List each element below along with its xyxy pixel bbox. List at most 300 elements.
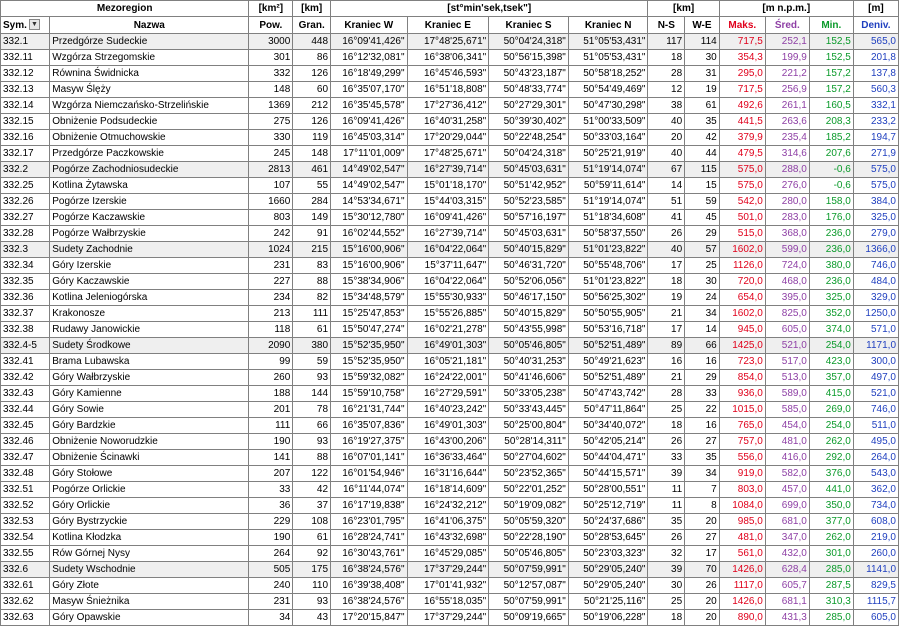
column-header-sym[interactable]: Sym. ▼ bbox=[1, 17, 50, 34]
cell-deniv[interactable]: 1250,0 bbox=[853, 306, 898, 322]
cell-we[interactable]: 33 bbox=[685, 386, 720, 402]
table-row-group[interactable] bbox=[1, 242, 899, 258]
cell-sym[interactable]: 332.48 bbox=[1, 466, 50, 482]
cell-kraniec-s[interactable]: 50°46'17,150" bbox=[489, 290, 569, 306]
cell-sym[interactable]: 332.28 bbox=[1, 226, 50, 242]
cell-deniv[interactable]: 734,0 bbox=[853, 498, 898, 514]
cell-ns[interactable]: 39 bbox=[648, 562, 685, 578]
table-row-group[interactable] bbox=[1, 338, 899, 354]
cell-maks[interactable]: 717,5 bbox=[719, 82, 765, 98]
cell-kraniec-s[interactable]: 50°07'59,991" bbox=[489, 562, 569, 578]
cell-sred[interactable]: 314,6 bbox=[765, 146, 809, 162]
cell-kraniec-e[interactable]: 15°55'30,933" bbox=[407, 290, 489, 306]
cell-we[interactable]: 29 bbox=[685, 370, 720, 386]
cell-min[interactable]: 152,5 bbox=[809, 34, 853, 50]
cell-gran[interactable]: 82 bbox=[293, 290, 331, 306]
cell-we[interactable]: 20 bbox=[685, 594, 720, 610]
cell-deniv[interactable]: 271,9 bbox=[853, 146, 898, 162]
cell-sym[interactable]: 332.17 bbox=[1, 146, 50, 162]
cell-ns[interactable]: 39 bbox=[648, 466, 685, 482]
cell-maks[interactable]: 803,0 bbox=[719, 482, 765, 498]
cell-sym[interactable]: 332.38 bbox=[1, 322, 50, 338]
cell-kraniec-n[interactable]: 50°58'37,550" bbox=[568, 226, 648, 242]
cell-kraniec-w[interactable]: 16°18'49,299" bbox=[331, 66, 407, 82]
cell-gran[interactable]: 59 bbox=[293, 354, 331, 370]
cell-kraniec-s[interactable]: 50°45'03,631" bbox=[489, 226, 569, 242]
cell-kraniec-s[interactable]: 50°40'31,253" bbox=[489, 354, 569, 370]
cell-name[interactable]: Masyw Ślęży bbox=[50, 82, 249, 98]
cell-gran[interactable]: 93 bbox=[293, 434, 331, 450]
cell-sym[interactable]: 332.55 bbox=[1, 546, 50, 562]
cell-sred[interactable]: 256,9 bbox=[765, 82, 809, 98]
cell-min[interactable]: 285,0 bbox=[809, 610, 853, 626]
cell-deniv[interactable]: 260,0 bbox=[853, 546, 898, 562]
cell-kraniec-n[interactable]: 50°47'11,864" bbox=[568, 402, 648, 418]
cell-deniv[interactable]: 484,0 bbox=[853, 274, 898, 290]
cell-kraniec-n[interactable]: 50°42'05,214" bbox=[568, 434, 648, 450]
cell-gran[interactable]: 93 bbox=[293, 594, 331, 610]
cell-kraniec-e[interactable]: 17°37'29,244" bbox=[407, 562, 489, 578]
cell-name[interactable]: Kotlina Kłodzka bbox=[50, 530, 249, 546]
cell-ns[interactable]: 117 bbox=[648, 34, 685, 50]
column-header-deniv[interactable]: Deniv. bbox=[853, 17, 898, 34]
cell-pow[interactable]: 240 bbox=[249, 578, 293, 594]
cell-kraniec-w[interactable]: 16°19'27,375" bbox=[331, 434, 407, 450]
cell-pow[interactable]: 2090 bbox=[249, 338, 293, 354]
cell-maks[interactable]: 1602,0 bbox=[719, 306, 765, 322]
cell-maks[interactable]: 757,0 bbox=[719, 434, 765, 450]
cell-sym[interactable]: 332.15 bbox=[1, 114, 50, 130]
cell-pow[interactable]: 264 bbox=[249, 546, 293, 562]
cell-sred[interactable]: 481,0 bbox=[765, 434, 809, 450]
cell-kraniec-e[interactable]: 17°01'41,932" bbox=[407, 578, 489, 594]
cell-deniv[interactable]: 560,3 bbox=[853, 82, 898, 98]
cell-we[interactable]: 45 bbox=[685, 210, 720, 226]
cell-ns[interactable]: 40 bbox=[648, 242, 685, 258]
cell-kraniec-w[interactable]: 15°52'35,950" bbox=[331, 338, 407, 354]
cell-name[interactable]: Pogórze Zachodniosudeckie bbox=[50, 162, 249, 178]
cell-ns[interactable]: 38 bbox=[648, 98, 685, 114]
cell-sym[interactable]: 332.13 bbox=[1, 82, 50, 98]
cell-pow[interactable]: 260 bbox=[249, 370, 293, 386]
cell-kraniec-w[interactable]: 16°38'24,576" bbox=[331, 562, 407, 578]
table-row[interactable] bbox=[1, 178, 899, 194]
cell-kraniec-w[interactable]: 16°07'01,141" bbox=[331, 450, 407, 466]
cell-gran[interactable]: 144 bbox=[293, 386, 331, 402]
cell-deniv[interactable]: 332,1 bbox=[853, 98, 898, 114]
cell-name[interactable]: Góry Bystrzyckie bbox=[50, 514, 249, 530]
cell-sred[interactable]: 431,3 bbox=[765, 610, 809, 626]
cell-name[interactable]: Równina Świdnicka bbox=[50, 66, 249, 82]
cell-we[interactable]: 26 bbox=[685, 578, 720, 594]
column-header-sred[interactable]: Śred. bbox=[765, 17, 809, 34]
table-row[interactable] bbox=[1, 578, 899, 594]
cell-deniv[interactable]: 329,0 bbox=[853, 290, 898, 306]
cell-name[interactable]: Brama Lubawska bbox=[50, 354, 249, 370]
cell-kraniec-w[interactable]: 14°53'34,671" bbox=[331, 194, 407, 210]
cell-kraniec-e[interactable]: 17°20'29,044" bbox=[407, 130, 489, 146]
cell-ns[interactable]: 26 bbox=[648, 530, 685, 546]
cell-we[interactable]: 27 bbox=[685, 530, 720, 546]
cell-kraniec-w[interactable]: 15°16'00,906" bbox=[331, 242, 407, 258]
cell-gran[interactable]: 148 bbox=[293, 146, 331, 162]
cell-name[interactable]: Góry Kamienne bbox=[50, 386, 249, 402]
cell-kraniec-n[interactable]: 50°55'48,706" bbox=[568, 258, 648, 274]
cell-we[interactable]: 29 bbox=[685, 226, 720, 242]
cell-sred[interactable]: 252,1 bbox=[765, 34, 809, 50]
cell-sred[interactable]: 283,0 bbox=[765, 210, 809, 226]
cell-min[interactable]: 325,0 bbox=[809, 290, 853, 306]
table-row[interactable] bbox=[1, 466, 899, 482]
cell-maks[interactable]: 561,0 bbox=[719, 546, 765, 562]
cell-kraniec-e[interactable]: 16°04'22,064" bbox=[407, 242, 489, 258]
cell-sred[interactable]: 235,4 bbox=[765, 130, 809, 146]
cell-maks[interactable]: 1084,0 bbox=[719, 498, 765, 514]
cell-name[interactable]: Kotlina Żytawska bbox=[50, 178, 249, 194]
column-header-nazwa[interactable]: Nazwa bbox=[50, 17, 249, 34]
cell-kraniec-s[interactable]: 50°41'46,606" bbox=[489, 370, 569, 386]
cell-sred[interactable]: 416,0 bbox=[765, 450, 809, 466]
cell-deniv[interactable]: 543,0 bbox=[853, 466, 898, 482]
cell-name[interactable]: Góry Izerskie bbox=[50, 258, 249, 274]
cell-pow[interactable]: 107 bbox=[249, 178, 293, 194]
cell-ns[interactable]: 28 bbox=[648, 386, 685, 402]
cell-kraniec-n[interactable]: 51°19'14,074" bbox=[568, 162, 648, 178]
cell-kraniec-w[interactable]: 16°35'07,170" bbox=[331, 82, 407, 98]
cell-name[interactable]: Pogórze Orlickie bbox=[50, 482, 249, 498]
cell-gran[interactable]: 60 bbox=[293, 82, 331, 98]
cell-maks[interactable]: 936,0 bbox=[719, 386, 765, 402]
cell-kraniec-e[interactable]: 16°51'18,808" bbox=[407, 82, 489, 98]
cell-gran[interactable]: 92 bbox=[293, 546, 331, 562]
cell-we[interactable]: 14 bbox=[685, 322, 720, 338]
table-row[interactable] bbox=[1, 546, 899, 562]
cell-sym[interactable]: 332.1 bbox=[1, 34, 50, 50]
table-row[interactable] bbox=[1, 226, 899, 242]
cell-sred[interactable]: 599,0 bbox=[765, 242, 809, 258]
table-row[interactable] bbox=[1, 258, 899, 274]
cell-kraniec-s[interactable]: 50°22'01,252" bbox=[489, 482, 569, 498]
cell-sred[interactable]: 585,0 bbox=[765, 402, 809, 418]
cell-ns[interactable]: 89 bbox=[648, 338, 685, 354]
cell-sred[interactable]: 288,0 bbox=[765, 162, 809, 178]
cell-ns[interactable]: 14 bbox=[648, 178, 685, 194]
cell-pow[interactable]: 33 bbox=[249, 482, 293, 498]
cell-pow[interactable]: 1660 bbox=[249, 194, 293, 210]
table-row[interactable] bbox=[1, 370, 899, 386]
cell-pow[interactable]: 242 bbox=[249, 226, 293, 242]
cell-kraniec-e[interactable]: 16°43'00,206" bbox=[407, 434, 489, 450]
cell-we[interactable]: 44 bbox=[685, 146, 720, 162]
cell-kraniec-e[interactable]: 16°24'22,001" bbox=[407, 370, 489, 386]
cell-kraniec-e[interactable]: 16°45'46,593" bbox=[407, 66, 489, 82]
column-header-min[interactable]: Min. bbox=[809, 17, 853, 34]
column-header-kraniec-e[interactable]: Kraniec E bbox=[407, 17, 489, 34]
cell-kraniec-s[interactable]: 50°56'15,398" bbox=[489, 50, 569, 66]
cell-kraniec-e[interactable]: 16°18'14,609" bbox=[407, 482, 489, 498]
cell-gran[interactable]: 83 bbox=[293, 258, 331, 274]
cell-kraniec-n[interactable]: 50°33'03,164" bbox=[568, 130, 648, 146]
table-row[interactable] bbox=[1, 450, 899, 466]
cell-kraniec-e[interactable]: 16°31'16,644" bbox=[407, 466, 489, 482]
cell-min[interactable]: 377,0 bbox=[809, 514, 853, 530]
cell-name[interactable]: Przedgórze Sudeckie bbox=[50, 34, 249, 50]
cell-name[interactable]: Wzgórza Strzegomskie bbox=[50, 50, 249, 66]
cell-name[interactable]: Rów Górnej Nysy bbox=[50, 546, 249, 562]
cell-we[interactable]: 31 bbox=[685, 66, 720, 82]
cell-deniv[interactable]: 279,0 bbox=[853, 226, 898, 242]
cell-we[interactable]: 35 bbox=[685, 114, 720, 130]
cell-sred[interactable]: 395,0 bbox=[765, 290, 809, 306]
cell-name[interactable]: Obniżenie Ścinawki bbox=[50, 450, 249, 466]
cell-pow[interactable]: 231 bbox=[249, 258, 293, 274]
cell-sym[interactable]: 332.54 bbox=[1, 530, 50, 546]
cell-kraniec-n[interactable]: 50°25'12,719" bbox=[568, 498, 648, 514]
cell-we[interactable]: 30 bbox=[685, 274, 720, 290]
cell-sym[interactable]: 332.3 bbox=[1, 242, 50, 258]
cell-gran[interactable]: 91 bbox=[293, 226, 331, 242]
cell-kraniec-e[interactable]: 16°27'29,591" bbox=[407, 386, 489, 402]
cell-deniv[interactable]: 565,0 bbox=[853, 34, 898, 50]
table-row[interactable] bbox=[1, 114, 899, 130]
cell-sym[interactable]: 332.63 bbox=[1, 610, 50, 626]
cell-pow[interactable]: 188 bbox=[249, 386, 293, 402]
cell-gran[interactable]: 61 bbox=[293, 530, 331, 546]
cell-kraniec-w[interactable]: 16°09'41,426" bbox=[331, 114, 407, 130]
cell-ns[interactable]: 19 bbox=[648, 290, 685, 306]
cell-sym[interactable]: 332.46 bbox=[1, 434, 50, 450]
cell-gran[interactable]: 284 bbox=[293, 194, 331, 210]
cell-gran[interactable]: 126 bbox=[293, 66, 331, 82]
cell-kraniec-e[interactable]: 17°37'29,244" bbox=[407, 610, 489, 626]
cell-min[interactable]: 208,3 bbox=[809, 114, 853, 130]
cell-kraniec-s[interactable]: 50°04'24,318" bbox=[489, 34, 569, 50]
cell-pow[interactable]: 141 bbox=[249, 450, 293, 466]
cell-maks[interactable]: 765,0 bbox=[719, 418, 765, 434]
cell-sym[interactable]: 332.4-5 bbox=[1, 338, 50, 354]
cell-maks[interactable]: 723,0 bbox=[719, 354, 765, 370]
cell-name[interactable]: Góry Stołowe bbox=[50, 466, 249, 482]
cell-sym[interactable]: 332.6 bbox=[1, 562, 50, 578]
cell-pow[interactable]: 229 bbox=[249, 514, 293, 530]
cell-sym[interactable]: 332.44 bbox=[1, 402, 50, 418]
cell-gran[interactable]: 108 bbox=[293, 514, 331, 530]
cell-we[interactable]: 27 bbox=[685, 434, 720, 450]
cell-kraniec-e[interactable]: 15°01'18,170" bbox=[407, 178, 489, 194]
cell-kraniec-n[interactable]: 50°34'40,072" bbox=[568, 418, 648, 434]
cell-gran[interactable]: 78 bbox=[293, 402, 331, 418]
cell-sred[interactable]: 517,0 bbox=[765, 354, 809, 370]
cell-sred[interactable]: 280,0 bbox=[765, 194, 809, 210]
cell-we[interactable]: 114 bbox=[685, 34, 720, 50]
cell-maks[interactable]: 1426,0 bbox=[719, 562, 765, 578]
cell-kraniec-w[interactable]: 14°49'02,547" bbox=[331, 162, 407, 178]
cell-kraniec-w[interactable]: 16°23'01,795" bbox=[331, 514, 407, 530]
cell-kraniec-w[interactable]: 16°38'24,576" bbox=[331, 594, 407, 610]
cell-ns[interactable]: 25 bbox=[648, 402, 685, 418]
cell-kraniec-n[interactable]: 50°47'30,298" bbox=[568, 98, 648, 114]
cell-sym[interactable]: 332.43 bbox=[1, 386, 50, 402]
table-row[interactable] bbox=[1, 514, 899, 530]
cell-we[interactable]: 30 bbox=[685, 50, 720, 66]
cell-kraniec-e[interactable]: 16°27'39,714" bbox=[407, 226, 489, 242]
cell-kraniec-s[interactable]: 50°22'28,190" bbox=[489, 530, 569, 546]
column-header-kraniec-n[interactable]: Kraniec N bbox=[568, 17, 648, 34]
cell-deniv[interactable]: 219,0 bbox=[853, 530, 898, 546]
table-row[interactable] bbox=[1, 274, 899, 290]
cell-we[interactable]: 17 bbox=[685, 546, 720, 562]
cell-pow[interactable]: 118 bbox=[249, 322, 293, 338]
cell-kraniec-n[interactable]: 50°28'53,645" bbox=[568, 530, 648, 546]
cell-gran[interactable]: 215 bbox=[293, 242, 331, 258]
cell-min[interactable]: 152,5 bbox=[809, 50, 853, 66]
cell-kraniec-s[interactable]: 50°51'42,952" bbox=[489, 178, 569, 194]
cell-gran[interactable]: 88 bbox=[293, 450, 331, 466]
cell-sred[interactable]: 589,0 bbox=[765, 386, 809, 402]
cell-min[interactable]: 185,2 bbox=[809, 130, 853, 146]
cell-kraniec-n[interactable]: 50°49'21,623" bbox=[568, 354, 648, 370]
cell-kraniec-n[interactable]: 51°01'23,822" bbox=[568, 242, 648, 258]
cell-kraniec-w[interactable]: 16°28'24,741" bbox=[331, 530, 407, 546]
cell-gran[interactable]: 37 bbox=[293, 498, 331, 514]
cell-name[interactable]: Pogórze Kaczawskie bbox=[50, 210, 249, 226]
cell-name[interactable]: Sudety Środkowe bbox=[50, 338, 249, 354]
cell-name[interactable]: Kotlina Jeleniogórska bbox=[50, 290, 249, 306]
cell-maks[interactable]: 854,0 bbox=[719, 370, 765, 386]
cell-kraniec-n[interactable]: 50°29'05,240" bbox=[568, 578, 648, 594]
cell-gran[interactable]: 380 bbox=[293, 338, 331, 354]
cell-kraniec-w[interactable]: 15°16'00,906" bbox=[331, 258, 407, 274]
cell-min[interactable]: 207,6 bbox=[809, 146, 853, 162]
cell-kraniec-n[interactable]: 50°59'11,614" bbox=[568, 178, 648, 194]
cell-kraniec-s[interactable]: 50°57'16,197" bbox=[489, 210, 569, 226]
cell-deniv[interactable]: 605,0 bbox=[853, 610, 898, 626]
cell-kraniec-n[interactable]: 50°54'49,469" bbox=[568, 82, 648, 98]
cell-kraniec-n[interactable]: 50°23'03,323" bbox=[568, 546, 648, 562]
cell-kraniec-n[interactable]: 50°53'16,718" bbox=[568, 322, 648, 338]
cell-deniv[interactable]: 746,0 bbox=[853, 402, 898, 418]
cell-we[interactable]: 66 bbox=[685, 338, 720, 354]
cell-ns[interactable]: 51 bbox=[648, 194, 685, 210]
cell-pow[interactable]: 1024 bbox=[249, 242, 293, 258]
cell-ns[interactable]: 17 bbox=[648, 322, 685, 338]
cell-min[interactable]: 236,0 bbox=[809, 274, 853, 290]
cell-min[interactable]: -0,6 bbox=[809, 162, 853, 178]
column-header-gran[interactable]: Gran. bbox=[293, 17, 331, 34]
cell-gran[interactable]: 175 bbox=[293, 562, 331, 578]
cell-we[interactable]: 16 bbox=[685, 354, 720, 370]
cell-kraniec-n[interactable]: 50°19'06,228" bbox=[568, 610, 648, 626]
cell-min[interactable]: 357,0 bbox=[809, 370, 853, 386]
cell-kraniec-s[interactable]: 50°05'59,320" bbox=[489, 514, 569, 530]
cell-sym[interactable]: 332.37 bbox=[1, 306, 50, 322]
cell-sym[interactable]: 332.51 bbox=[1, 482, 50, 498]
cell-ns[interactable]: 67 bbox=[648, 162, 685, 178]
cell-deniv[interactable]: 829,5 bbox=[853, 578, 898, 594]
cell-kraniec-w[interactable]: 15°25'47,853" bbox=[331, 306, 407, 322]
cell-kraniec-w[interactable]: 16°21'31,744" bbox=[331, 402, 407, 418]
cell-kraniec-s[interactable]: 50°25'00,804" bbox=[489, 418, 569, 434]
cell-deniv[interactable]: 571,0 bbox=[853, 322, 898, 338]
cell-ns[interactable]: 17 bbox=[648, 258, 685, 274]
cell-maks[interactable]: 501,0 bbox=[719, 210, 765, 226]
cell-sred[interactable]: 699,0 bbox=[765, 498, 809, 514]
cell-gran[interactable]: 61 bbox=[293, 322, 331, 338]
cell-kraniec-n[interactable]: 50°52'51,489" bbox=[568, 338, 648, 354]
cell-deniv[interactable]: 1171,0 bbox=[853, 338, 898, 354]
cell-pow[interactable]: 505 bbox=[249, 562, 293, 578]
cell-ns[interactable]: 35 bbox=[648, 514, 685, 530]
cell-we[interactable]: 61 bbox=[685, 98, 720, 114]
cell-min[interactable]: 423,0 bbox=[809, 354, 853, 370]
cell-sym[interactable]: 332.62 bbox=[1, 594, 50, 610]
cell-kraniec-n[interactable]: 50°25'21,919" bbox=[568, 146, 648, 162]
table-row[interactable] bbox=[1, 50, 899, 66]
cell-kraniec-e[interactable]: 16°04'22,064" bbox=[407, 274, 489, 290]
cell-kraniec-w[interactable]: 16°02'44,552" bbox=[331, 226, 407, 242]
cell-we[interactable]: 59 bbox=[685, 194, 720, 210]
table-row[interactable] bbox=[1, 306, 899, 322]
cell-we[interactable]: 8 bbox=[685, 498, 720, 514]
cell-name[interactable]: Sudety Wschodnie bbox=[50, 562, 249, 578]
cell-kraniec-w[interactable]: 15°34'48,579" bbox=[331, 290, 407, 306]
cell-min[interactable]: 236,0 bbox=[809, 226, 853, 242]
table-row[interactable] bbox=[1, 402, 899, 418]
cell-deniv[interactable]: 497,0 bbox=[853, 370, 898, 386]
cell-min[interactable]: -0,6 bbox=[809, 178, 853, 194]
cell-kraniec-w[interactable]: 15°52'35,950" bbox=[331, 354, 407, 370]
cell-maks[interactable]: 654,0 bbox=[719, 290, 765, 306]
cell-deniv[interactable]: 575,0 bbox=[853, 178, 898, 194]
cell-min[interactable]: 301,0 bbox=[809, 546, 853, 562]
cell-sym[interactable]: 332.42 bbox=[1, 370, 50, 386]
table-row[interactable] bbox=[1, 594, 899, 610]
cell-kraniec-e[interactable]: 17°27'36,412" bbox=[407, 98, 489, 114]
table-row[interactable] bbox=[1, 194, 899, 210]
cell-sym[interactable]: 332.36 bbox=[1, 290, 50, 306]
cell-we[interactable]: 57 bbox=[685, 242, 720, 258]
cell-min[interactable]: 269,0 bbox=[809, 402, 853, 418]
cell-sym[interactable]: 332.16 bbox=[1, 130, 50, 146]
cell-name[interactable]: Obniżenie Podsudeckie bbox=[50, 114, 249, 130]
cell-pow[interactable]: 36 bbox=[249, 498, 293, 514]
cell-ns[interactable]: 21 bbox=[648, 306, 685, 322]
cell-ns[interactable]: 18 bbox=[648, 50, 685, 66]
cell-deniv[interactable]: 384,0 bbox=[853, 194, 898, 210]
cell-kraniec-n[interactable]: 50°56'25,302" bbox=[568, 290, 648, 306]
cell-kraniec-s[interactable]: 50°39'30,402" bbox=[489, 114, 569, 130]
cell-kraniec-w[interactable]: 14°49'02,547" bbox=[331, 178, 407, 194]
cell-kraniec-w[interactable]: 15°38'34,906" bbox=[331, 274, 407, 290]
cell-kraniec-s[interactable]: 50°19'09,082" bbox=[489, 498, 569, 514]
cell-maks[interactable]: 481,0 bbox=[719, 530, 765, 546]
cell-pow[interactable]: 111 bbox=[249, 418, 293, 434]
cell-sym[interactable]: 332.45 bbox=[1, 418, 50, 434]
cell-kraniec-w[interactable]: 16°11'44,074" bbox=[331, 482, 407, 498]
cell-kraniec-e[interactable]: 16°27'39,714" bbox=[407, 162, 489, 178]
cell-deniv[interactable]: 746,0 bbox=[853, 258, 898, 274]
cell-gran[interactable]: 126 bbox=[293, 114, 331, 130]
cell-sred[interactable]: 468,0 bbox=[765, 274, 809, 290]
cell-ns[interactable]: 41 bbox=[648, 210, 685, 226]
cell-kraniec-e[interactable]: 16°45'29,085" bbox=[407, 546, 489, 562]
cell-name[interactable]: Góry Wałbrzyskie bbox=[50, 370, 249, 386]
cell-kraniec-n[interactable]: 50°21'25,116" bbox=[568, 594, 648, 610]
cell-kraniec-s[interactable]: 50°43'23,187" bbox=[489, 66, 569, 82]
cell-deniv[interactable]: 521,0 bbox=[853, 386, 898, 402]
cell-we[interactable]: 70 bbox=[685, 562, 720, 578]
cell-min[interactable]: 160,5 bbox=[809, 98, 853, 114]
